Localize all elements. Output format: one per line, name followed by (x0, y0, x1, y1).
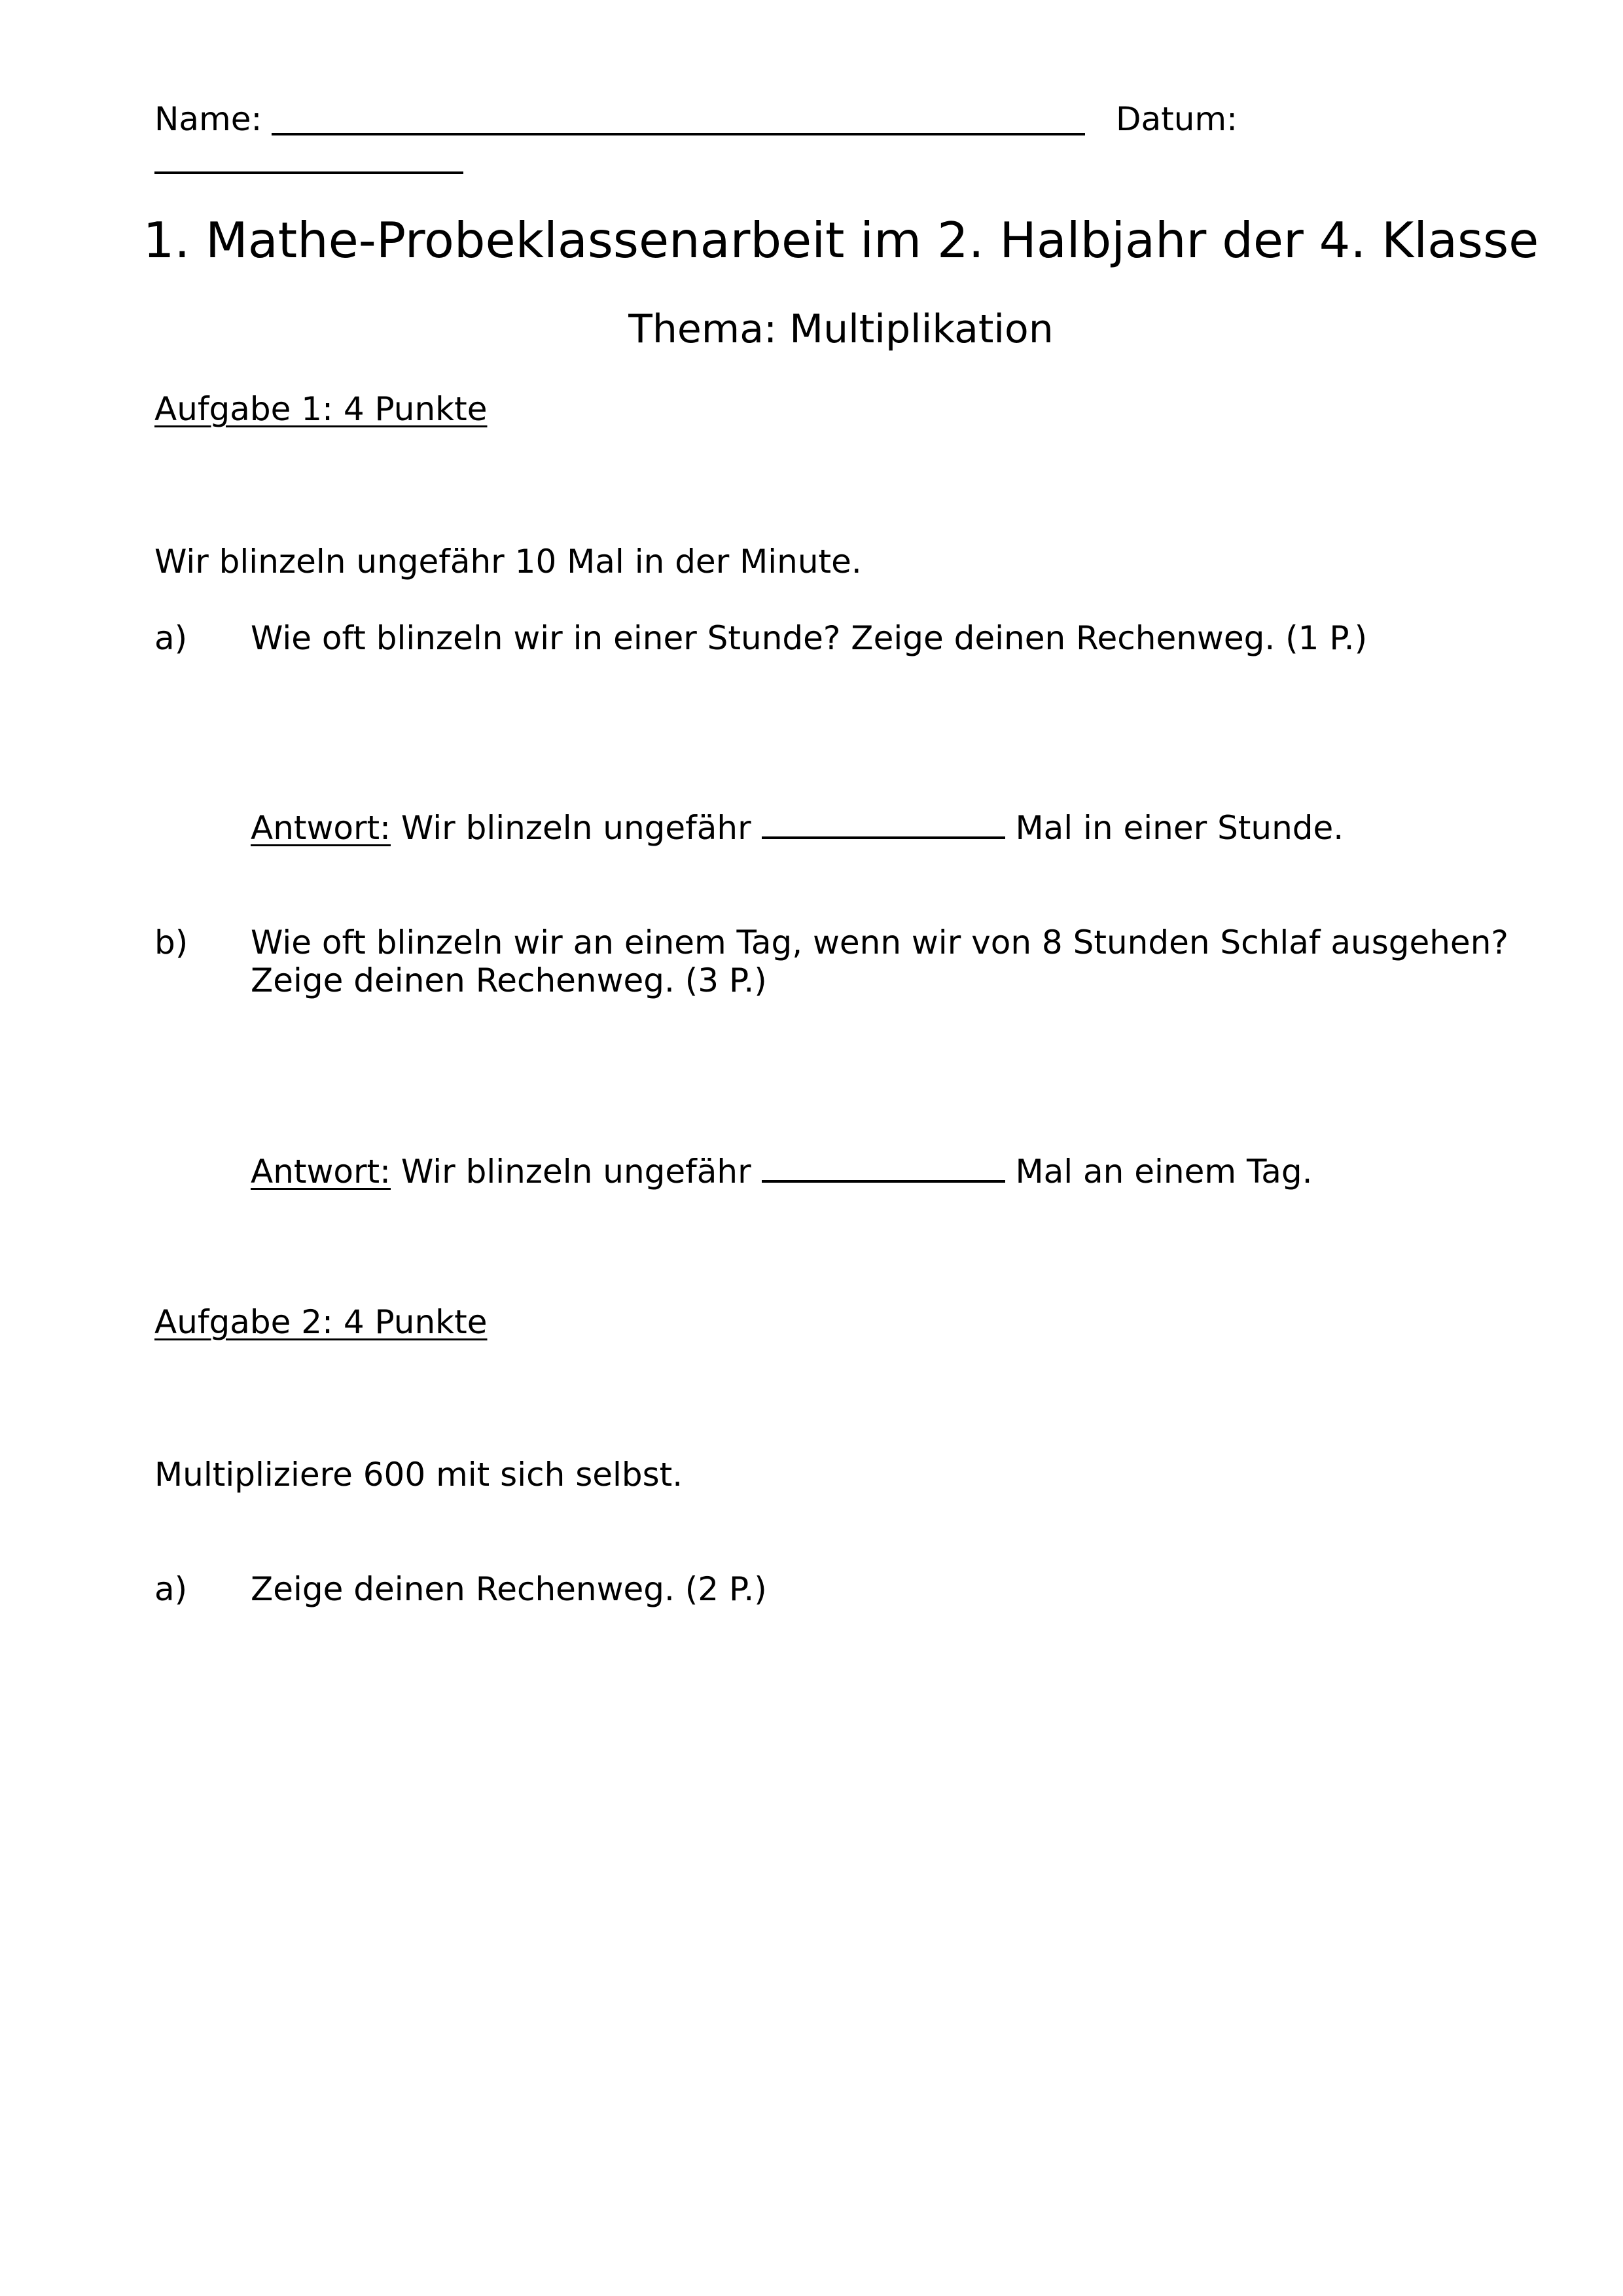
task1a-answer-line (251, 809, 1344, 847)
task1b-answer-after: Mal an einem Tag. (1015, 1153, 1313, 1191)
task1a-question: Wie oft blinzeln wir in einer Stunde? Zeige deinen Rechenweg. (1 P.) (251, 619, 1368, 657)
task1b-question-line2: Zeige deinen Rechenweg. (3 P.) (251, 961, 767, 999)
task1b-answer-line (251, 1153, 1313, 1191)
date-label: Datum: (1116, 100, 1238, 138)
task1b-answer-before: Wir blinzeln ungefähr (401, 1153, 751, 1191)
task2a-question: Zeige deinen Rechenweg. (2 P.) (251, 1570, 767, 1608)
task1-intro: Wir blinzeln ungefähr 10 Mal in der Minute. (154, 543, 862, 581)
name-label: Name: (154, 100, 262, 138)
task2a-marker: a) (154, 1570, 188, 1608)
task2-intro: Multipliziere 600 mit sich selbst. (154, 1456, 683, 1494)
task1a-answer-label: Antwort: (251, 809, 391, 847)
task1b-answer-label: Antwort: (251, 1153, 391, 1191)
task1-heading: Aufgabe 1: 4 Punkte (154, 390, 488, 428)
task2-heading: Aufgabe 2: 4 Punkte (154, 1303, 488, 1341)
task1a-marker: a) (154, 619, 188, 657)
page-title: 1. Mathe-Probeklassenarbeit im 2. Halbjahr der 4. Klasse (143, 211, 1539, 269)
task1a-answer-blank[interactable] (762, 814, 1005, 839)
name-field-line[interactable] (272, 133, 1085, 135)
task1a-answer-before: Wir blinzeln ungefähr (401, 809, 751, 847)
task1b-answer-blank[interactable] (762, 1158, 1005, 1183)
page-subtitle: Thema: Multiplikation (628, 306, 1054, 352)
task1a-answer-after: Mal in einer Stunde. (1015, 809, 1344, 847)
task1b-question-line1: Wie oft blinzeln wir an einem Tag, wenn wir von 8 Stunden Schlaf ausgehen? (251, 924, 1508, 961)
task1b-marker: b) (154, 924, 188, 961)
date-field-line[interactable] (154, 171, 463, 174)
